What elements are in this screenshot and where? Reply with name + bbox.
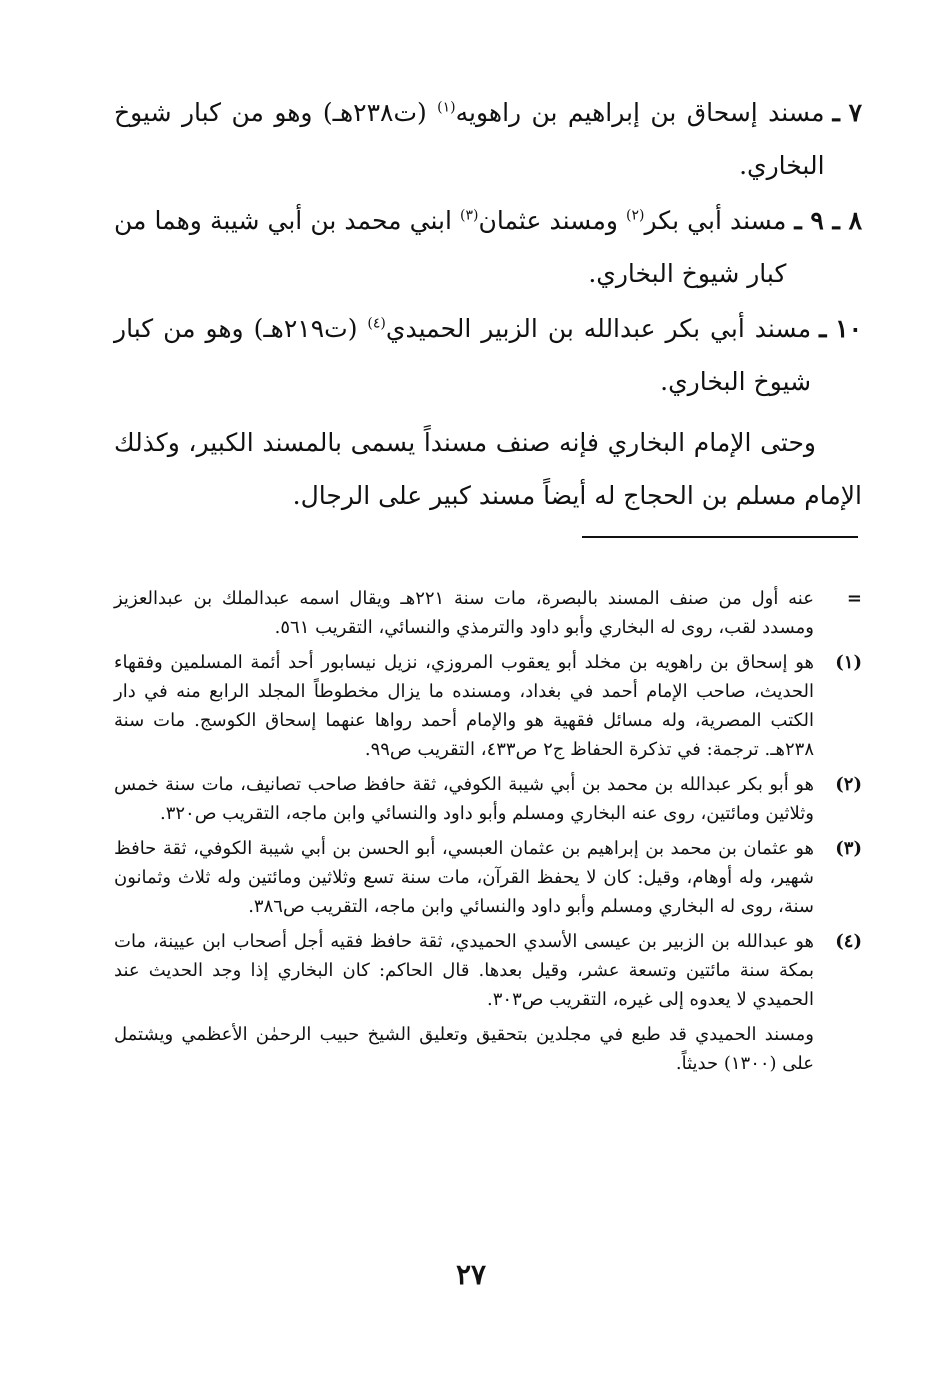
item-number: ١٠ ـ (819, 314, 862, 343)
footnote-marker: (٤) (835, 931, 862, 952)
item-text-part: مسند أبي بكر (644, 206, 787, 235)
footnote (114, 584, 862, 642)
item-text (114, 86, 825, 192)
item-text (114, 194, 786, 300)
footnote-text: هو عبدالله بن الزبير بن عيسى الأسدي الحميدي، ثقة حافظ فقيه أجل أصحاب ابن عيينة، مات بمكة سنة مائتين وتسعة عشر، وقيل بعدها. قال الحاكم: كان البخاري إذا وجد الحديث عند الحميدي لا يعدوه إلى غيره، التقريب ص٣٠٣. (114, 931, 814, 1010)
item-text-part: مسند إسحاق بن إبراهيم بن راهويه (455, 98, 825, 127)
footnote-marker: = (846, 588, 862, 609)
footnote-text: هو أبو بكر عبدالله بن محمد بن أبي شيبة الكوفي، ثقة حافظ صاحب تصانيف، مات سنة خمس وثلاثين ومائتين، روى عنه البخاري ومسلم وأبو داود والنسائي وابن ماجه، التقريب ص٣٢٠. (114, 774, 814, 824)
list-item (114, 194, 862, 300)
list-item (114, 302, 862, 408)
footnote-separator (582, 536, 858, 538)
footnote-continuation: ومسند الحميدي قد طبع في مجلدين بتحقيق وتعليق الشيخ حبيب الرحمٰن الأعظمي ويشتمل على (١٣٠٠) حديثاً. (114, 1024, 814, 1074)
footnote-text: هو إسحاق بن راهويه بن مخلد أبو يعقوب المروزي، نزيل نيسابور أحد أئمة المسلمين وفقهاء الحديث، صاحب الإمام أحمد في بغداد، ومسنده ما يزال مخطوطاً المجلد الرابع منه في دار الكتب المصرية، وله مسائل فقهية هو والإمام أحمد رواها عنهما إسحاق الكوسج. مات سنة ٢٣٨هـ. ترجمة: في تذكرة الحفاظ ج٢ ص٤٣٣، التقريب ص٩٩. (114, 652, 815, 760)
item-text-part: ومسند عثمان (478, 206, 627, 235)
footnote-marker: (٢) (835, 774, 862, 795)
footnote (114, 927, 862, 1014)
footnotes (114, 584, 862, 1078)
footnote-ref[interactable]: (٢) (626, 207, 645, 224)
main-text (114, 86, 862, 547)
footnote-text: هو عثمان بن محمد بن إبراهيم بن عثمان العبسي، أبو الحسن بن أبي شيبة الكوفي، ثقة حافظ شهير، وله أوهام، وقيل: كان لا يحفظ القرآن، مات سنة تسع وثلاثين ومائتين وله ثلاث وثمانون سنة، روى له البخاري ومسلم وأبو داود والنسائي وابن ماجه، التقريب ص٣٨٦. (114, 838, 814, 917)
item-text-part: (ت٢١٩هـ) وهو من كبار شيوخ البخاري. (114, 314, 812, 396)
footnote-marker: (١) (835, 652, 862, 673)
body-paragraph: وحتى الإمام البخاري فإنه صنف مسنداً يسمى بالمسند الكبير، وكذلك الإمام مسلم بن الحجاج له أيضاً مسند كبير على الرجال. (114, 428, 862, 510)
item-text (114, 302, 811, 408)
footnote-text: عنه أول من صنف المسند بالبصرة، مات سنة ٢٢١هـ ويقال اسمه عبدالملك بن عبدالعزيز ومسدد لقب، روى له البخاري وأبو داود والترمذي والنسائي، التقريب ٥٦١. (114, 588, 814, 638)
item-number: ٨ ـ ٩ ـ (794, 206, 862, 235)
page-number: ٢٧ (455, 1258, 487, 1291)
list-item (114, 86, 862, 192)
footnote-ref[interactable]: (٣) (460, 207, 479, 224)
item-number: ٧ ـ (832, 98, 862, 127)
item-text-part: مسند أبي بكر عبدالله بن الزبير الحميدي (385, 314, 812, 343)
footnote (114, 770, 862, 828)
footnote-ref[interactable]: (١) (437, 99, 456, 116)
footnote-ref[interactable]: (٤) (367, 315, 386, 332)
item-text-part: (ت٢٣٨هـ) وهو من كبار شيوخ البخاري. (114, 98, 825, 180)
item-text-part: ابني محمد بن أبي شيبة وهما من كبار شيوخ البخاري. (114, 206, 787, 288)
footnote-marker: (٣) (835, 838, 862, 859)
footnote (114, 648, 862, 764)
footnote (114, 834, 862, 921)
